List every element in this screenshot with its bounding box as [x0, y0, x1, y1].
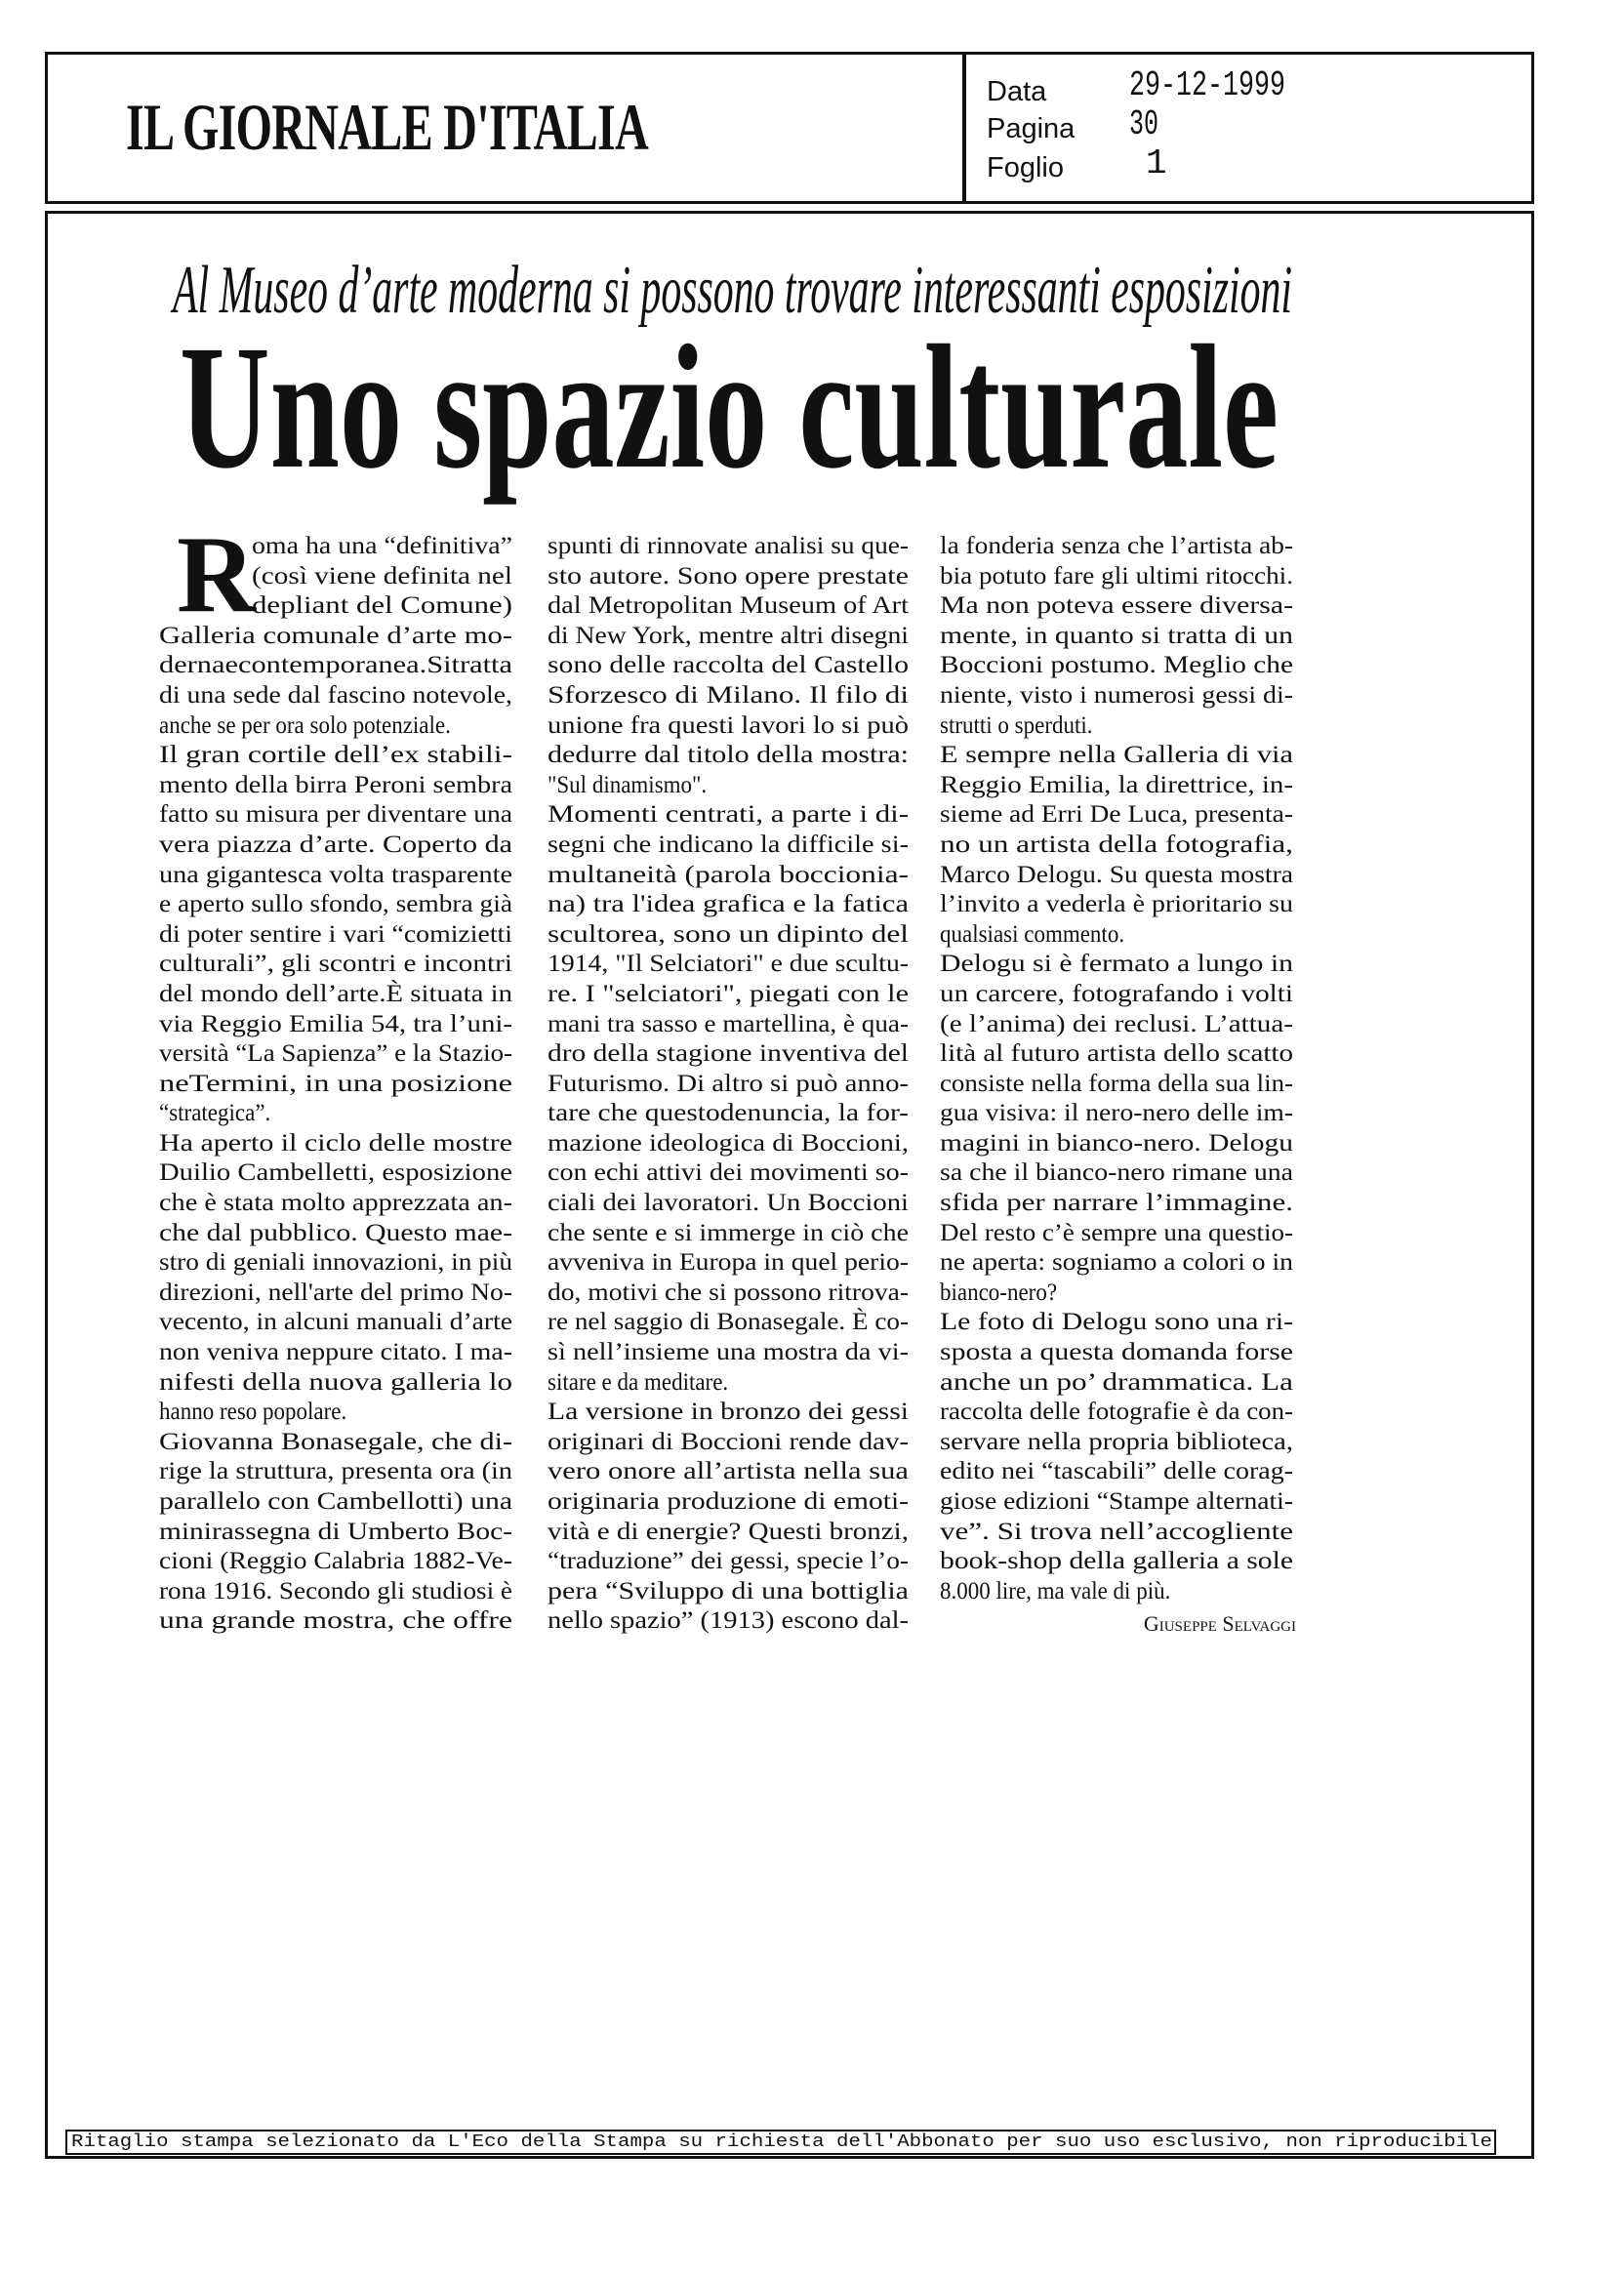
text-line	[548, 1457, 909, 1487]
text-line-content: giose edizioni “Stampe alternati-	[940, 1488, 1293, 1515]
text-line-content: minirassegna di Umberto Boc-	[159, 1518, 512, 1545]
text-line-content: una gigantesca volta trasparente	[159, 861, 512, 888]
text-line	[159, 1129, 512, 1159]
text-line	[940, 1279, 1293, 1309]
text-line	[548, 1010, 909, 1040]
text-line-content: sposta a questa domanda forse	[940, 1339, 1293, 1366]
text-line-content: Momenti centrati, a parte i di-	[548, 801, 909, 829]
text-line	[548, 831, 909, 861]
text-line-content: Del resto c’è sempre una questio-	[940, 1219, 1293, 1246]
text-line	[940, 980, 1293, 1010]
text-line	[159, 1248, 512, 1279]
text-line-content: nello spazio” (1913) escono dal-	[548, 1607, 909, 1635]
text-line	[940, 711, 1293, 742]
text-line-content: vità e di energie? Questi bronzi,	[548, 1518, 909, 1545]
text-line	[940, 890, 1293, 920]
text-line-content: fatto su misura per diventare una	[159, 801, 512, 829]
text-line	[940, 1398, 1293, 1428]
sheet-label: Foglio	[987, 152, 1064, 183]
text-line-content: re. I "selciatori", piegati con le	[548, 980, 909, 1007]
text-line-content: tare che questodenuncia, la for-	[548, 1100, 909, 1127]
text-line	[548, 562, 909, 592]
text-line-content: lità al futuro artista dello scatto	[940, 1040, 1293, 1068]
text-line	[548, 1219, 909, 1249]
text-line	[548, 1279, 909, 1309]
text-line	[548, 1129, 909, 1159]
text-line	[159, 591, 512, 622]
text-line-content: mani tra sasso e martellina, è qua-	[548, 1010, 909, 1037]
text-line-content: che dal pubblico. Questo mae-	[159, 1219, 512, 1246]
text-line-content: sitare e da meditare.	[548, 1368, 729, 1396]
text-line	[159, 1487, 512, 1518]
text-line-content: no un artista della fotografia,	[940, 831, 1293, 858]
article-column-2	[548, 532, 909, 1637]
text-line	[159, 831, 512, 861]
text-line-content: di New York, mentre altri disegni	[548, 622, 909, 649]
text-line	[940, 1368, 1293, 1399]
text-line-content: rona 1916. Secondo gli studiosi è	[159, 1577, 512, 1604]
text-line	[159, 532, 512, 562]
text-line-content: raccolta delle fotografie è da con-	[940, 1399, 1293, 1426]
text-line-content: che sente e si immerge in ciò che	[548, 1219, 909, 1246]
text-line	[940, 1099, 1293, 1129]
text-line-content: di poter sentire i vari “comizietti	[159, 920, 512, 948]
text-line-content: 8.000 lire, ma vale di più.	[940, 1577, 1171, 1604]
text-line	[548, 1158, 909, 1189]
text-line	[159, 1158, 512, 1189]
text-line	[548, 741, 909, 771]
text-line-content: mazione ideologica di Boccioni,	[548, 1129, 909, 1157]
text-line	[548, 1338, 909, 1368]
text-line-content: del mondo dell’arte.È situata in	[159, 980, 512, 1007]
text-line	[548, 1099, 909, 1129]
text-line-content: e aperto sullo sfondo, sembra già	[159, 891, 512, 918]
text-line	[940, 1158, 1293, 1189]
text-line-content: Galleria comunale d’arte mo-	[159, 622, 512, 649]
text-line-content: strutti o sperduti.	[940, 711, 1093, 739]
text-line-content: la fonderia senza che l’artista ab-	[940, 533, 1293, 559]
text-line-content: (e l’anima) dei reclusi. L’attua-	[940, 1010, 1293, 1037]
text-line	[940, 1039, 1293, 1070]
text-line-content: pera “Sviluppo di una bottiglia	[548, 1577, 909, 1604]
text-line	[940, 920, 1293, 951]
text-line	[548, 1428, 909, 1458]
text-line	[159, 890, 512, 920]
text-line	[159, 950, 512, 980]
text-line	[940, 861, 1293, 891]
text-line	[940, 800, 1293, 831]
text-line-content: depliant del Comune)	[252, 592, 512, 620]
text-line-content: Sforzesco di Milano. Il filo di	[548, 681, 909, 709]
text-line-content: un carcere, fotografando i volti	[940, 980, 1293, 1007]
text-line	[548, 1070, 909, 1100]
article-byline: Giuseppe Selvaggi	[1143, 1611, 1296, 1636]
text-line	[548, 1189, 909, 1219]
text-line	[159, 1279, 512, 1309]
text-line-content: na) tra l'idea grafica e la fatica	[548, 891, 909, 918]
text-line	[940, 1487, 1293, 1518]
text-line-content: mente, in quanto si tratta di un	[940, 622, 1293, 649]
text-line	[940, 1428, 1293, 1458]
text-line	[940, 1547, 1293, 1577]
text-line	[159, 800, 512, 831]
text-line-content: qualsiasi commento.	[940, 920, 1125, 948]
text-line	[159, 711, 512, 742]
text-line-content: Giovanna Bonasegale, che di-	[159, 1428, 512, 1455]
text-line-content: vera piazza d’arte. Coperto da	[159, 831, 512, 858]
text-line-content: dernaecontemporanea.Sitratta	[159, 652, 512, 679]
article-column-3	[940, 532, 1293, 1606]
text-line	[159, 1070, 512, 1100]
text-line-content: magini in bianco-nero. Delogu	[940, 1129, 1293, 1157]
text-line-content: Boccioni postumo. Meglio che	[940, 652, 1293, 679]
text-line	[548, 591, 909, 622]
text-line-content: do, motivi che si possono ritrova-	[548, 1279, 909, 1306]
date-label: Data	[987, 76, 1047, 107]
text-line	[940, 950, 1293, 980]
disclaimer-text: Ritaglio stampa selezionato da L'Eco della Stampa su richiesta dell'Abbonato per suo uso esclusivo, non riproducibile	[71, 2132, 1493, 2152]
text-line-content: unione fra questi lavori lo si può	[548, 711, 909, 739]
text-line	[940, 1518, 1293, 1548]
text-line-content: versità “La Sapienza” e la Stazio-	[159, 1040, 512, 1068]
text-line	[159, 1577, 512, 1607]
text-line-content: hanno reso popolare.	[159, 1399, 347, 1426]
article-headline: Uno spazio culturale	[180, 309, 1279, 506]
masthead-box	[45, 52, 966, 204]
text-line-content: (così viene definita nel	[252, 562, 512, 589]
text-line	[940, 622, 1293, 652]
text-line	[940, 681, 1293, 711]
text-line-content: Futurismo. Di altro si può anno-	[548, 1070, 909, 1097]
text-line	[548, 920, 909, 951]
article-column-1	[159, 514, 512, 1637]
text-line-content: cioni (Reggio Calabria 1882-Ve-	[159, 1548, 512, 1575]
text-line-content: anche un po’ drammatica. La	[940, 1368, 1293, 1396]
text-line	[159, 920, 512, 951]
text-line-content: nifesti della nuova galleria lo	[159, 1368, 512, 1396]
text-line	[548, 1606, 909, 1637]
text-line	[159, 741, 512, 771]
clipping-meta-box	[962, 52, 1534, 204]
text-line-content: mento della birra Peroni sembra	[159, 771, 512, 798]
text-line-content: di una sede dal fascino notevole,	[159, 681, 512, 709]
text-line-content: edito nei “tascabili” delle corag-	[940, 1458, 1293, 1485]
text-line-content: sì nell’insieme una mostra da vi-	[548, 1339, 909, 1366]
text-line	[159, 1308, 512, 1338]
text-line	[548, 1039, 909, 1070]
text-line-content: bia potuto fare gli ultimi ritocchi.	[940, 562, 1293, 589]
text-line	[548, 800, 909, 831]
text-line-content: sieme ad Erri De Luca, presenta-	[940, 801, 1293, 829]
article-kicker: Al Museo d’arte moderna si possono trovare interessanti esposizioni	[173, 253, 1292, 328]
text-line	[548, 771, 909, 801]
text-line	[548, 1398, 909, 1428]
text-line	[940, 1308, 1293, 1338]
text-line	[940, 1189, 1293, 1219]
text-line	[940, 771, 1293, 801]
text-line	[159, 1606, 512, 1637]
text-line-content: sa che il bianco-nero rimane una	[940, 1159, 1293, 1187]
text-line-content: Duilio Cambelletti, esposizione	[159, 1159, 512, 1187]
text-line-content: dal Metropolitan Museum of Art	[548, 592, 909, 620]
text-line-content: direzioni, nell'arte del primo No-	[159, 1279, 512, 1306]
text-line	[940, 562, 1293, 592]
text-line-content: via Reggio Emilia 54, tra l’uni-	[159, 1010, 512, 1037]
drop-cap: R	[177, 514, 256, 635]
text-line-content: segni che indicano la difficile si-	[548, 831, 909, 858]
text-line-content: “strategica”.	[159, 1100, 271, 1127]
text-line	[159, 651, 512, 681]
text-line	[159, 1368, 512, 1399]
text-line	[940, 532, 1293, 562]
text-line-content: originaria produzione di emoti-	[548, 1488, 909, 1515]
text-line	[159, 681, 512, 711]
text-line-content: re nel saggio di Bonasegale. È co-	[548, 1309, 909, 1336]
text-line-content: culturali”, gli scontri e incontri	[159, 951, 512, 978]
text-line-content: La versione in bronzo dei gessi	[548, 1399, 909, 1426]
text-line-content: Le foto di Delogu sono una ri-	[940, 1309, 1293, 1336]
text-line	[940, 651, 1293, 681]
text-line-content: vecento, in alcuni manuali d’arte	[159, 1309, 512, 1336]
text-line-content: consiste nella forma della sua lin-	[940, 1070, 1293, 1097]
text-line	[940, 1338, 1293, 1368]
text-line-content: sono delle raccolta del Castello	[548, 652, 909, 679]
text-line	[940, 1577, 1293, 1607]
text-line-content: l’invito a vederla è prioritario su	[940, 891, 1293, 918]
text-line-content: ne aperta: sogniamo a colori o in	[940, 1249, 1293, 1277]
page-label: Pagina	[987, 113, 1076, 144]
text-line-content: ciali dei lavoratori. Un Boccioni	[548, 1190, 909, 1217]
text-line-content: servare nella propria biblioteca,	[940, 1428, 1293, 1455]
text-line-content: originari di Boccioni rende dav-	[548, 1428, 909, 1455]
page-value: 30	[1129, 104, 1158, 144]
text-line	[548, 1577, 909, 1607]
text-line-content: Il gran cortile dell’ex stabili-	[159, 742, 512, 769]
text-line	[548, 1487, 909, 1518]
text-line-content: ve”. Si trova nell’accogliente	[940, 1518, 1293, 1545]
text-line	[940, 741, 1293, 771]
text-line-content: E sempre nella Galleria di via	[940, 742, 1293, 769]
text-line	[159, 1039, 512, 1070]
text-line	[548, 1547, 909, 1577]
text-line	[159, 562, 512, 592]
text-line	[548, 622, 909, 652]
text-line-content: book-shop della galleria a sole	[940, 1548, 1293, 1575]
text-line-content: multaneità (parola boccionia-	[548, 861, 909, 888]
text-line	[159, 1428, 512, 1458]
text-line	[940, 1219, 1293, 1249]
text-line-content: Ha aperto il ciclo delle mostre	[159, 1129, 512, 1157]
text-line	[940, 1248, 1293, 1279]
text-line	[940, 1129, 1293, 1159]
text-line	[940, 591, 1293, 622]
text-line	[940, 831, 1293, 861]
text-line-content: oma ha una “definitiva”	[252, 533, 512, 559]
text-line	[940, 1010, 1293, 1040]
text-line-content: Delogu si è fermato a lungo in	[940, 951, 1293, 978]
text-line	[159, 1338, 512, 1368]
text-line	[159, 1398, 512, 1428]
text-line-content: con echi attivi dei movimenti so-	[548, 1159, 909, 1187]
text-line-content: neTermini, in una posizione	[159, 1070, 512, 1097]
text-line	[159, 1099, 512, 1129]
text-line-content: “traduzione” dei gessi, specie l’o-	[548, 1548, 909, 1575]
text-line	[548, 1518, 909, 1548]
text-line-content: spunti di rinnovate analisi su que-	[548, 533, 909, 559]
text-line	[159, 1457, 512, 1487]
text-line	[548, 651, 909, 681]
text-line-content: anche se per ora solo potenziale.	[159, 711, 451, 739]
date-value: 29-12-1999	[1129, 65, 1285, 105]
text-line	[548, 980, 909, 1010]
newspaper-masthead: IL GIORNALE D'ITALIA	[126, 90, 648, 164]
text-line	[159, 771, 512, 801]
text-line-content: avveniva in Europa in quel perio-	[548, 1249, 909, 1277]
text-line-content: scultorea, sono un dipinto del	[548, 920, 909, 948]
text-line	[548, 681, 909, 711]
text-line-content: una grande mostra, che offre	[159, 1607, 512, 1635]
text-line	[548, 1368, 909, 1399]
text-line	[159, 622, 512, 652]
text-line-content: sto autore. Sono opere prestate	[548, 562, 909, 589]
text-line	[159, 1547, 512, 1577]
text-line	[548, 1248, 909, 1279]
text-line-content: Marco Delogu. Su questa mostra	[940, 861, 1293, 888]
text-line	[159, 1010, 512, 1040]
text-line	[548, 861, 909, 891]
text-line	[159, 980, 512, 1010]
text-line	[548, 532, 909, 562]
text-line-content: vero onore all’artista nella sua	[548, 1458, 909, 1485]
text-line	[159, 1189, 512, 1219]
text-line	[159, 1219, 512, 1249]
text-line-content: bianco-nero?	[940, 1279, 1058, 1306]
text-line-content: stro di geniali innovazioni, in più	[159, 1249, 512, 1277]
text-line-content: gua visiva: il nero-nero delle im-	[940, 1100, 1293, 1127]
text-line	[548, 1308, 909, 1338]
text-line-content: Reggio Emilia, la direttrice, in-	[940, 771, 1293, 798]
text-line-content: sfida per narrare l’immagine.	[940, 1190, 1293, 1217]
clipping-disclaimer	[65, 2130, 1496, 2155]
text-line	[548, 950, 909, 980]
text-line-content: dro della stagione inventiva del	[548, 1040, 909, 1068]
text-line-content: parallelo con Cambellotti) una	[159, 1488, 512, 1515]
text-line-content: dedurre dal titolo della mostra:	[548, 742, 909, 769]
text-line	[159, 861, 512, 891]
text-line	[940, 1457, 1293, 1487]
text-line-content: niente, visto i numerosi gessi di-	[940, 681, 1293, 709]
text-line-content: 1914, "Il Selciatori" e due scultu-	[548, 951, 909, 978]
text-line-content: "Sul dinamismo".	[548, 771, 708, 798]
text-line	[159, 1518, 512, 1548]
text-line	[548, 711, 909, 742]
text-line-content: Ma non poteva essere diversa-	[940, 592, 1293, 620]
sheet-value: 1	[1146, 143, 1167, 183]
text-line	[940, 1070, 1293, 1100]
text-line	[548, 890, 909, 920]
text-line-content: rige la struttura, presenta ora (in	[159, 1458, 512, 1485]
text-line-content: non veniva neppure citato. I ma-	[159, 1339, 512, 1366]
text-line-content: che è stata molto apprezzata an-	[159, 1190, 512, 1217]
